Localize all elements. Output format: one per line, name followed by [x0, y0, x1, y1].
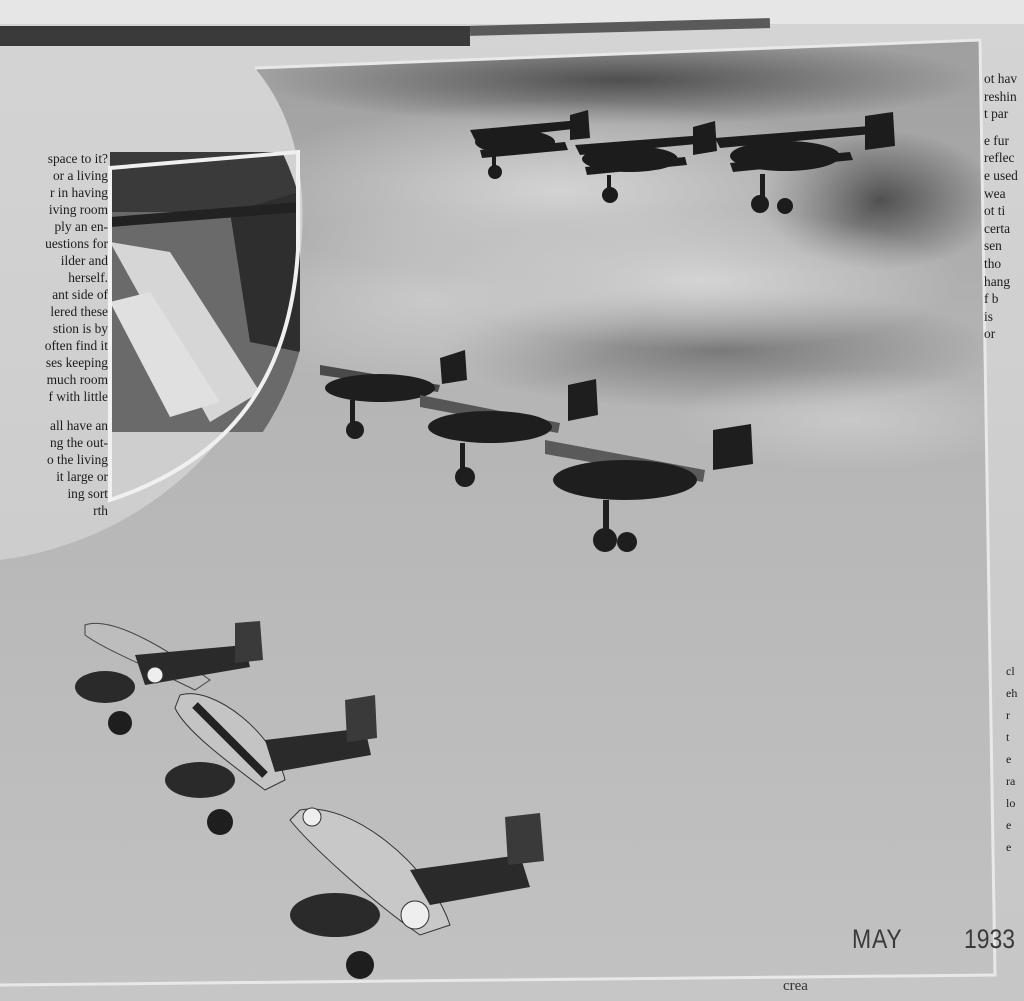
- text-line: uestions for: [45, 236, 108, 251]
- text-line: r in having: [49, 185, 108, 200]
- text-line: all have an: [50, 418, 108, 433]
- text-line: iving room: [48, 202, 108, 217]
- text-line: it large or: [56, 469, 108, 484]
- text-line: eh: [1006, 686, 1018, 700]
- text-line: rth: [93, 503, 108, 518]
- text-line: space to it?: [47, 151, 108, 166]
- text-line: or: [984, 326, 996, 342]
- text-line: reflec: [984, 150, 1015, 166]
- bottom-text-fragment: crea: [783, 978, 808, 994]
- text-line: ply an en-: [54, 219, 108, 234]
- text-line: f with little: [48, 389, 108, 404]
- text-line: tho: [984, 255, 1002, 271]
- text-line: ses keeping: [45, 355, 108, 370]
- text-line: t: [1006, 730, 1010, 744]
- text-line: ant side of: [52, 287, 108, 302]
- text-line: ing sort: [67, 486, 108, 501]
- text-line: herself.: [68, 270, 108, 285]
- text-line: e: [1006, 840, 1012, 854]
- right-article-column: [984, 70, 1024, 390]
- text-line: t par: [984, 106, 1009, 122]
- caption-month: MAY: [852, 924, 903, 954]
- text-line: r: [1006, 708, 1010, 722]
- paragraph-gap: [984, 123, 1024, 132]
- text-line: wea: [984, 185, 1006, 201]
- text-line: ilder and: [60, 253, 108, 268]
- text-line: is: [984, 308, 993, 324]
- text-line: much room: [46, 372, 108, 387]
- text-line: cl: [1006, 664, 1015, 678]
- text-line: lered these: [50, 304, 108, 319]
- text-line: lo: [1006, 796, 1016, 810]
- text-line: e fur: [984, 132, 1009, 148]
- text-line: certa: [984, 220, 1011, 236]
- text-line: e: [1006, 752, 1012, 766]
- text-line: o the living: [47, 452, 108, 467]
- text-line: f b: [984, 291, 999, 307]
- text-line: ng the out-: [49, 435, 108, 450]
- text-line: often find it: [44, 338, 108, 353]
- text-line: ot ti: [984, 203, 1006, 219]
- text-line: ot hav: [984, 71, 1018, 86]
- text-line: stion is by: [52, 321, 108, 336]
- caption-year: 1933: [964, 924, 1016, 954]
- text-line: e: [1006, 818, 1012, 832]
- right-article-column-lower: [1006, 660, 1024, 860]
- text-line: e used: [984, 167, 1018, 183]
- text-line: reshin: [984, 88, 1017, 104]
- text-line: ra: [1006, 774, 1016, 788]
- text-line: hang: [984, 273, 1011, 289]
- text-line: sen: [984, 238, 1002, 254]
- text-line: or a living: [52, 168, 108, 183]
